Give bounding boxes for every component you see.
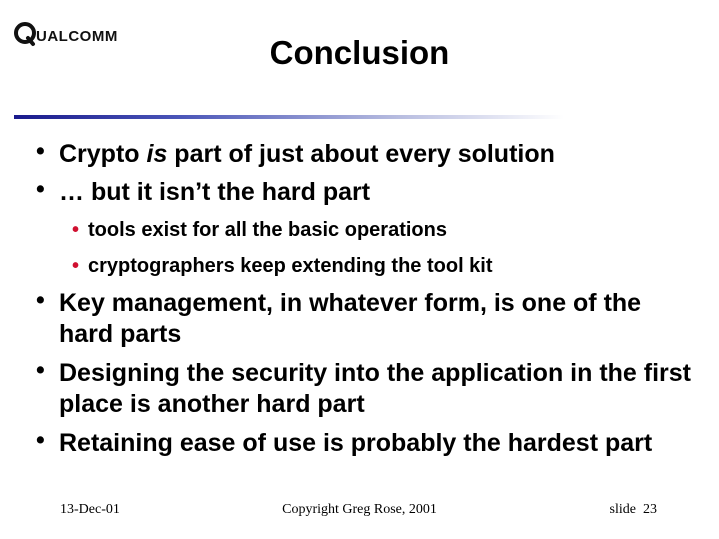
bullet-dot-icon: • <box>36 137 45 165</box>
slide-title: Conclusion <box>269 34 450 71</box>
sub-bullet-item <box>72 218 692 242</box>
sub-bullet-dot-icon: • <box>72 255 80 277</box>
bullet-dot-icon: • <box>36 286 45 314</box>
bullet-item <box>36 288 696 350</box>
bullet-dot-icon: • <box>36 426 45 454</box>
sub-bullet-dot-icon: • <box>72 219 80 241</box>
svg-text:UALCOMM: UALCOMM <box>36 28 118 45</box>
bullet-text: Crypto is part of just about every solution <box>59 140 555 168</box>
title-divider-rule <box>14 115 564 119</box>
bullet-item <box>36 139 696 170</box>
footer-copyright: Copyright Greg Rose, 2001 <box>282 502 437 517</box>
bullet-item <box>36 177 696 208</box>
bullet-text: Key management, in whatever form, is one of the hard parts <box>59 289 642 348</box>
bullet-dot-icon: • <box>36 356 45 384</box>
bullet-text: Designing the security into the application in the first place is another hard part <box>59 359 692 418</box>
footer-date: 13-Dec-01 <box>60 502 120 517</box>
bullet-item <box>36 428 696 459</box>
bullet-dot-icon: • <box>36 175 45 203</box>
bullet-text: … but it isn’t the hard part <box>59 178 371 206</box>
sub-bullet-text: tools exist for all the basic operations <box>88 219 447 241</box>
footer-slide-number: slide 23 <box>609 502 657 517</box>
bullet-text: Retaining ease of use is probably the hardest part <box>59 429 653 457</box>
sub-bullet-text: cryptographers keep extending the tool kit <box>88 255 493 277</box>
bullet-item <box>36 358 696 420</box>
sub-bullet-item <box>72 254 692 278</box>
